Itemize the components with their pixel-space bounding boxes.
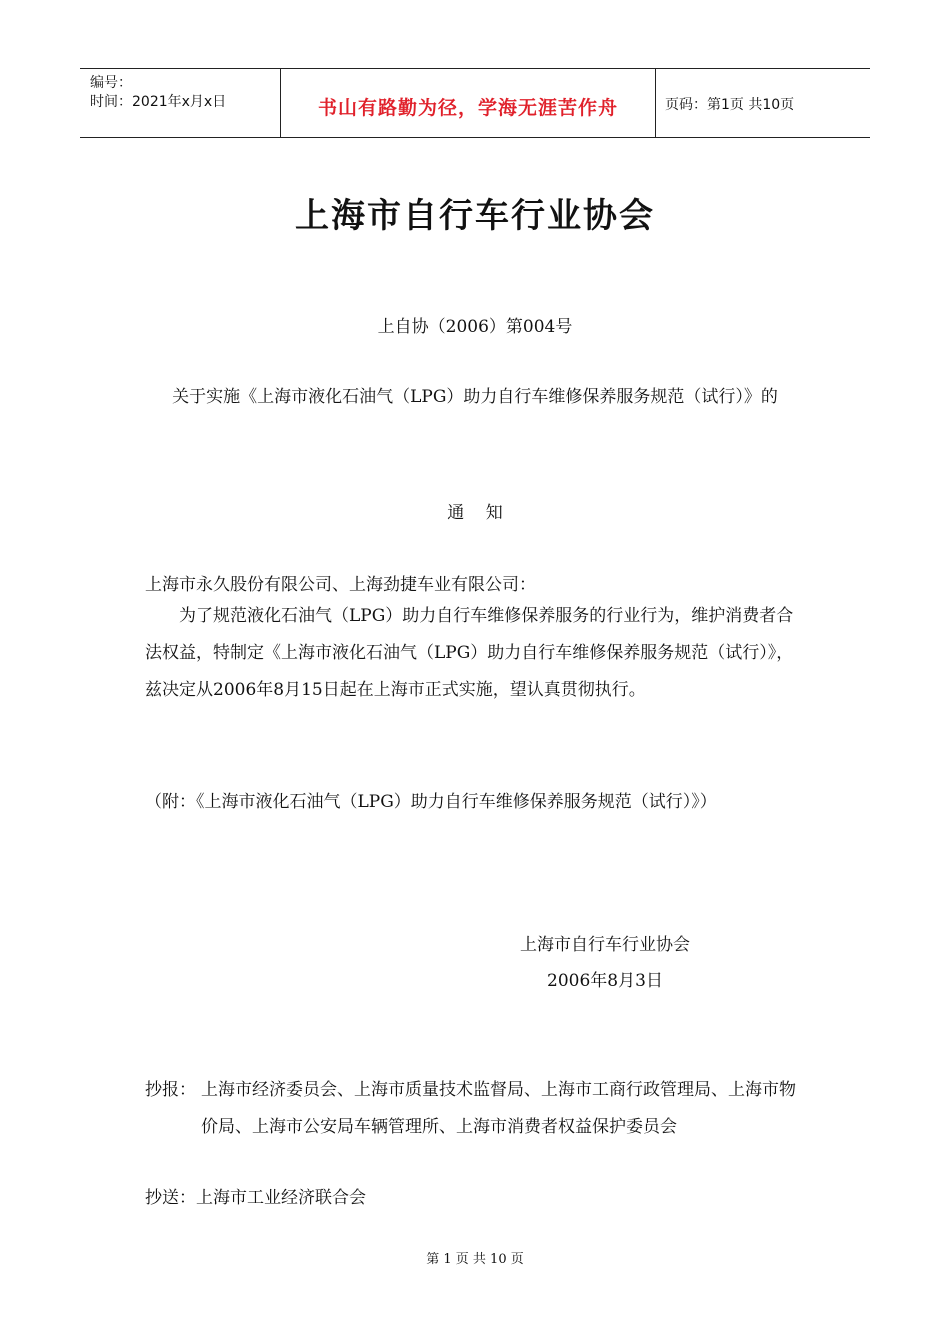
document-subject: 关于实施《上海市液化石油气（LPG）助力自行车维修保养服务规范（试行）》的 (172, 387, 778, 407)
addressee: 上海市永久股份有限公司、上海劲捷车业有限公司： (145, 575, 536, 595)
header-motto-cell (280, 69, 656, 137)
page-footer: 第 1 页 共 10 页 (426, 1252, 524, 1267)
number-label: 编号： (90, 75, 132, 91)
cc-send-text: 上海市工业经济联合会 (196, 1188, 366, 1208)
cc-send-label: 抄送： (145, 1188, 196, 1208)
cc-report-label: 抄报： (145, 1080, 196, 1100)
header-page-cell (655, 69, 870, 137)
header-table (80, 68, 870, 138)
body-paragraph: 为了规范液化石油气（LPG）助力自行车维修保养服务的行业行为，维护消费者合法权益，特制定《上海市液化石油气（LPG）助力自行车维修保养服务规范（试行）》，兹决定从2006年8月15日起在上海市正式实施，望认真贯彻执行。 (145, 606, 794, 700)
attachment-note: （附：《上海市液化石油气（LPG）助力自行车维修保养服务规范（试行）》） (145, 792, 717, 812)
signature-date: 2006年8月3日 (547, 971, 663, 991)
time-label: 时间：2021年x月x日 (90, 94, 227, 110)
notice-heading: 通 知 (447, 503, 503, 523)
signature-organization: 上海市自行车行业协会 (520, 935, 690, 955)
page-label: 页码：第1页 共10页 (665, 97, 795, 113)
header-info-cell (80, 69, 280, 137)
cc-send-block (145, 1183, 366, 1208)
document-number: 上自协（2006）第004号 (377, 317, 573, 337)
page-title: 上海市自行车行业协会 (295, 196, 655, 236)
cc-report-text: 上海市经济委员会、上海市质量技术监督局、上海市工商行政管理局、上海市物价局、上海市公安局车辆管理所、上海市消费者权益保护委员会 (201, 1080, 796, 1137)
motto: 书山有路勤为径，学海无涯苦作舟 (317, 97, 618, 119)
